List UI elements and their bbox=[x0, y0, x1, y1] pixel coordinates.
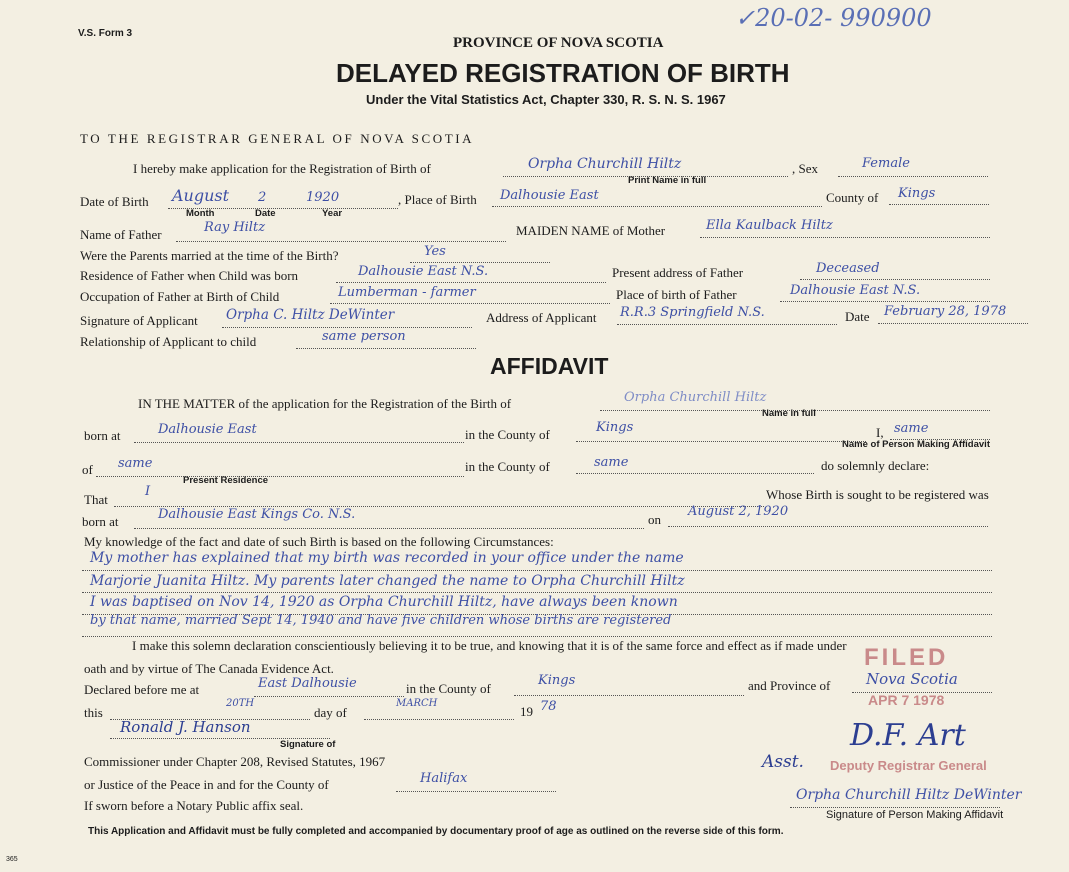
corner-handwritten-number: ✓20-02- 990900 bbox=[735, 4, 932, 32]
father-pob-label: Place of birth of Father bbox=[616, 287, 737, 302]
deputy-registrar-stamp: Deputy Registrar General bbox=[830, 758, 987, 773]
declared-county-line bbox=[514, 695, 744, 696]
declare-label: do solemnly declare: bbox=[821, 458, 930, 473]
date-hint: Date bbox=[255, 208, 276, 219]
knowledge-label: My knowledge of the fact and date of such Birth is based on the following Circumstances: bbox=[84, 534, 554, 549]
commissioner-line-2: or Justice of the Peace in and for the County of bbox=[84, 777, 329, 792]
declared-at-line bbox=[254, 696, 404, 697]
born-at2-label: born at bbox=[82, 514, 119, 529]
pob-value: Dalhousie East bbox=[500, 188, 599, 203]
name-in-full-hint: Name in full bbox=[762, 408, 816, 419]
solemn-line-2: oath and by virtue of The Canada Evidence Act. bbox=[84, 661, 334, 676]
commissioner-signature: Ronald J. Hanson bbox=[120, 718, 251, 736]
county-value: Kings bbox=[898, 186, 936, 201]
notary-note: If sworn before a Notary Public affix seal. bbox=[84, 798, 304, 813]
this-label: this bbox=[84, 705, 103, 720]
declared-label: Declared before me at bbox=[84, 682, 200, 697]
father-present-value: Deceased bbox=[816, 261, 880, 276]
father-pob-value: Dalhousie East N.S. bbox=[790, 283, 921, 298]
filed-stamp: FILED bbox=[864, 644, 949, 671]
declared-at-value: East Dalhousie bbox=[258, 676, 357, 691]
father-value: Ray Hiltz bbox=[204, 220, 266, 235]
father-occupation-label: Occupation of Father at Birth of Child bbox=[80, 289, 280, 304]
intro-label: I hereby make application for the Registration of Birth of bbox=[133, 161, 431, 176]
form-number: V.S. Form 3 bbox=[78, 28, 133, 39]
matter-name-value: Orpha Churchill Hiltz bbox=[624, 390, 767, 405]
registrar-signature: D.F. Art bbox=[850, 718, 966, 753]
mother-value: Ella Kaulback Hiltz bbox=[706, 218, 833, 233]
father-present-line bbox=[800, 279, 990, 280]
whose-birth-label: Whose Birth is sought to be registered was bbox=[766, 487, 989, 502]
filed-stamp-date: APR 7 1978 bbox=[868, 692, 945, 708]
affidavit-county-value: Kings bbox=[596, 420, 634, 435]
salutation: TO THE REGISTRAR GENERAL OF NOVA SCOTIA bbox=[80, 131, 475, 146]
declared-county-label: in the County of bbox=[406, 681, 491, 696]
of-line bbox=[96, 476, 464, 477]
affidavit-heading: AFFIDAVIT bbox=[490, 353, 609, 379]
year-prefix: 19 bbox=[520, 704, 533, 719]
married-line bbox=[410, 262, 550, 263]
maker-name-hint: Name of Person Making Affidavit bbox=[842, 439, 990, 450]
father-residence-line bbox=[336, 282, 606, 283]
pob-label: , Place of Birth bbox=[398, 192, 477, 207]
asst-label: Asst. bbox=[762, 752, 804, 772]
father-label: Name of Father bbox=[80, 227, 162, 242]
year-hint: Year bbox=[322, 208, 343, 219]
relationship-label: Relationship of Applicant to child bbox=[80, 334, 257, 349]
of-value: same bbox=[118, 456, 153, 471]
solemn-line-1: I make this solemn declaration conscientiously believing it to be true, and knowing that it is of the same force and effect as if made under bbox=[132, 638, 847, 653]
day-value: 20TH bbox=[226, 698, 255, 709]
mother-line bbox=[700, 237, 990, 238]
sex-value: Female bbox=[862, 156, 910, 171]
sex-line bbox=[838, 176, 988, 177]
married-label: Were the Parents married at the time of the Birth? bbox=[80, 248, 339, 263]
pob-line bbox=[492, 206, 822, 207]
document-subtitle: Under the Vital Statistics Act, Chapter 330, R. S. N. S. 1967 bbox=[366, 92, 726, 107]
father-occupation-value: Lumberman - farmer bbox=[338, 285, 476, 300]
father-line bbox=[176, 241, 506, 242]
dob-month-value: August bbox=[172, 186, 230, 205]
maker-signature: Orpha Churchill Hiltz DeWinter bbox=[796, 787, 1022, 803]
married-value: Yes bbox=[424, 244, 446, 259]
on-label: on bbox=[648, 512, 661, 527]
father-pob-line bbox=[780, 301, 990, 302]
year-suffix-value: 78 bbox=[540, 699, 557, 714]
father-residence-value: Dalhousie East N.S. bbox=[358, 264, 489, 279]
signature-of-label: Signature of bbox=[280, 739, 336, 750]
declared-county-value: Kings bbox=[538, 673, 576, 688]
commissioner-line-1: Commissioner under Chapter 208, Revised Statutes, 1967 bbox=[84, 754, 386, 769]
month-line bbox=[364, 719, 514, 720]
applicant-address-line bbox=[617, 324, 837, 325]
county-line bbox=[889, 204, 989, 205]
footer-note: This Application and Affidavit must be fully completed and accompanied by documentary proof of age as outlined on the reverse side of this form. bbox=[88, 826, 784, 837]
county2-line bbox=[576, 473, 814, 474]
circ-line-2 bbox=[82, 592, 992, 593]
mother-label: MAIDEN NAME of Mother bbox=[516, 223, 666, 238]
maker-signature-line bbox=[790, 807, 1000, 808]
matter-label: IN THE MATTER of the application for the Registration of the Birth of bbox=[138, 396, 512, 411]
applicant-address-label: Address of Applicant bbox=[486, 310, 597, 325]
dob-year-value: 1920 bbox=[306, 190, 340, 205]
circumstance-line-3: I was baptised on Nov 14, 1920 as Orpha Churchill Hiltz, have always been known bbox=[90, 594, 678, 610]
document-title: DELAYED REGISTRATION OF BIRTH bbox=[336, 58, 790, 88]
circumstance-line-4: by that name, married Sept 14, 1940 and have five children whose births are registered bbox=[90, 613, 672, 628]
application-date-label: Date bbox=[845, 309, 870, 324]
born-at2-line bbox=[134, 528, 644, 529]
born-at-line bbox=[134, 442, 464, 443]
maker-signature-label: Signature of Person Making Affidavit bbox=[826, 809, 1004, 821]
that-value: I bbox=[145, 484, 151, 499]
sex-label: , Sex bbox=[792, 161, 818, 176]
on-value: August 2, 1920 bbox=[688, 504, 789, 519]
father-residence-label: Residence of Father when Child was born bbox=[80, 268, 299, 283]
commissioner-county-line bbox=[396, 791, 556, 792]
month-value: MARCH bbox=[396, 698, 438, 709]
province-heading: PROVINCE OF NOVA SCOTIA bbox=[453, 35, 664, 51]
i-name-value: same bbox=[894, 421, 929, 436]
applicant-signature-line bbox=[222, 327, 472, 328]
relationship-value: same person bbox=[322, 329, 406, 344]
applicant-signature: Orpha C. Hiltz DeWinter bbox=[226, 307, 395, 323]
born-at2-value: Dalhousie East Kings Co. N.S. bbox=[158, 507, 356, 522]
commissioner-county-value: Halifax bbox=[420, 771, 468, 786]
child-name-value: Orpha Churchill Hiltz bbox=[528, 156, 682, 172]
born-at-value: Dalhousie East bbox=[158, 422, 257, 437]
circumstance-line-1: My mother has explained that my birth was recorded in your office under the name bbox=[90, 550, 684, 566]
dob-label: Date of Birth bbox=[80, 194, 149, 209]
application-date-line bbox=[878, 323, 1028, 324]
day-of-label: day of bbox=[314, 705, 347, 720]
county-label: County of bbox=[826, 190, 879, 205]
that-label: That bbox=[84, 492, 108, 507]
print-name-hint: Print Name in full bbox=[628, 175, 707, 186]
county2-label: in the County of bbox=[465, 459, 550, 474]
dob-day-value: 2 bbox=[258, 190, 267, 205]
present-residence-hint: Present Residence bbox=[183, 475, 269, 486]
circumstance-line-2: Marjorie Juanita Hiltz. My parents later changed the name to Orpha Churchill Hiltz bbox=[90, 573, 685, 589]
father-occupation-line bbox=[330, 303, 610, 304]
father-present-label: Present address of Father bbox=[612, 265, 744, 280]
i-label: I, bbox=[876, 425, 884, 440]
born-at-label: born at bbox=[84, 428, 121, 443]
relationship-line bbox=[296, 348, 476, 349]
circ-line-4 bbox=[82, 636, 992, 637]
province-value: Nova Scotia bbox=[866, 670, 958, 688]
footer-corner-number: 365 bbox=[6, 856, 18, 863]
province-label: and Province of bbox=[748, 678, 831, 693]
month-hint: Month bbox=[186, 208, 215, 219]
county2-value: same bbox=[594, 455, 629, 470]
affidavit-county-line bbox=[576, 441, 866, 442]
on-line bbox=[668, 526, 988, 527]
affidavit-county-label: in the County of bbox=[465, 427, 550, 442]
applicant-signature-label: Signature of Applicant bbox=[80, 313, 198, 328]
of-label: of bbox=[82, 462, 93, 477]
applicant-address-value: R.R.3 Springfield N.S. bbox=[620, 305, 765, 320]
application-date-value: February 28, 1978 bbox=[884, 304, 1007, 319]
circ-line-1 bbox=[82, 570, 992, 571]
